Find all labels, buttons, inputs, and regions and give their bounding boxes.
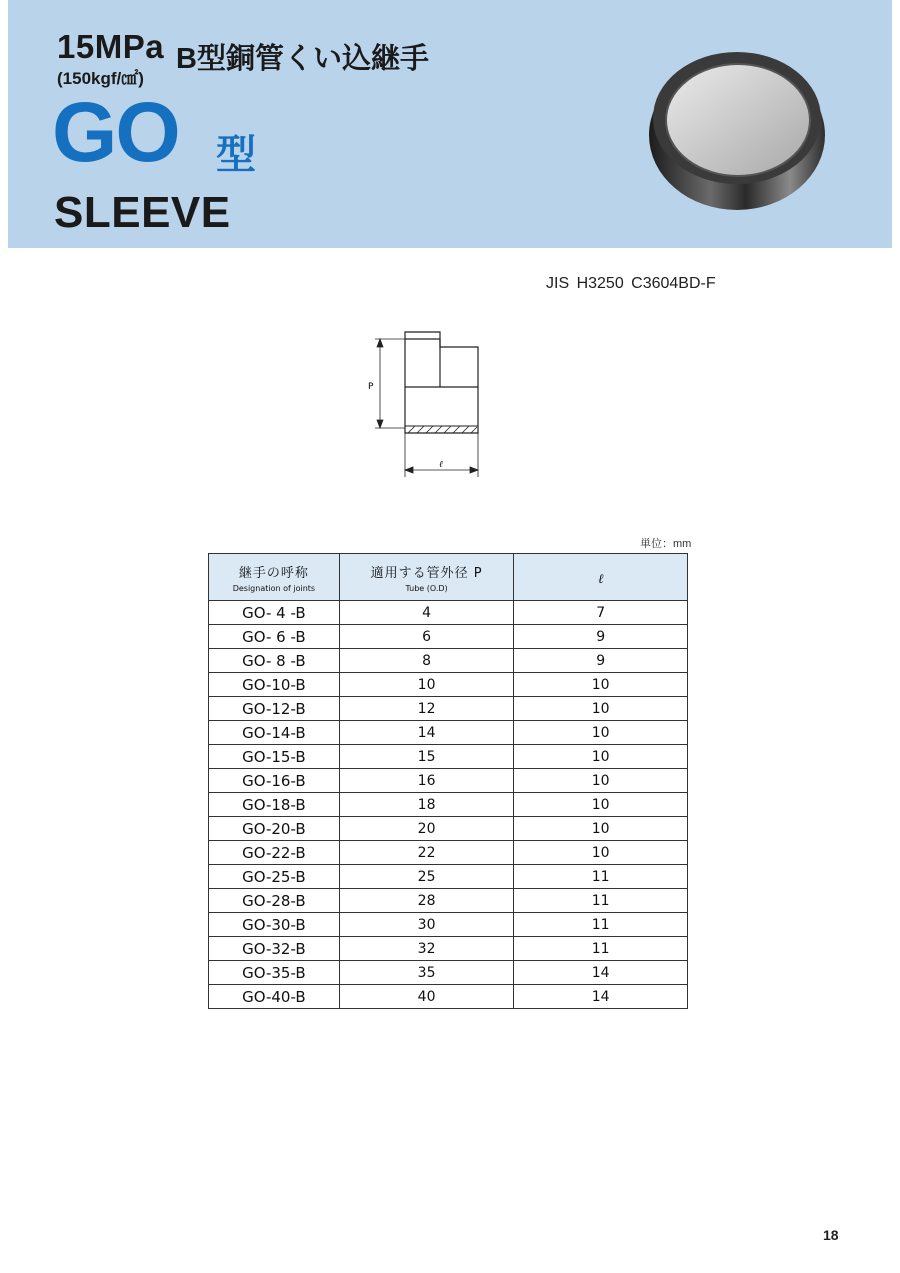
length-cell: 14	[514, 985, 688, 1009]
length-cell: 7	[514, 601, 688, 625]
joint-designation-cell: GO-25-B	[209, 865, 340, 889]
joint-designation-cell: GO-40-B	[209, 985, 340, 1009]
header-length-label: ℓ	[597, 571, 604, 587]
table-row	[209, 913, 688, 937]
model-suffix: 型	[216, 133, 256, 177]
table-row	[209, 649, 688, 673]
length-cell: 10	[514, 841, 688, 865]
joint-designation-cell: GO-18-B	[209, 793, 340, 817]
table-row	[209, 985, 688, 1009]
tube-od-cell: 40	[339, 985, 514, 1009]
tube-od-cell: 8	[339, 649, 514, 673]
joint-designation-cell: GO-32-B	[209, 937, 340, 961]
length-cell: 11	[514, 913, 688, 937]
tube-od-cell: 35	[339, 961, 514, 985]
tube-od-cell: 15	[339, 745, 514, 769]
header-tube-jp: 適用する管外径 P	[370, 565, 483, 581]
table-row	[209, 745, 688, 769]
length-cell: 10	[514, 817, 688, 841]
table-row	[209, 625, 688, 649]
table-row	[209, 697, 688, 721]
tube-od-cell: 30	[339, 913, 514, 937]
joint-designation-cell: GO-22-B	[209, 841, 340, 865]
tube-od-cell: 20	[339, 817, 514, 841]
header-designation	[209, 554, 340, 601]
header-tube-en: Tube (O.D)	[405, 583, 448, 593]
joint-designation-cell: GO-20-B	[209, 817, 340, 841]
tube-od-cell: 10	[339, 673, 514, 697]
length-cell: 10	[514, 697, 688, 721]
length-cell: 9	[514, 649, 688, 673]
model-name: GO	[52, 85, 179, 179]
header-designation-en: Designation of joints	[232, 583, 316, 593]
table-row	[209, 865, 688, 889]
dimension-p-label: P	[368, 382, 374, 392]
tube-od-cell: 14	[339, 721, 514, 745]
pressure-unit: (150kgf/㎠)	[57, 69, 144, 88]
header-length	[514, 554, 688, 601]
tube-od-cell: 28	[339, 889, 514, 913]
joint-designation-cell: GO- 4 -B	[209, 601, 340, 625]
length-cell: 9	[514, 625, 688, 649]
dimension-l-label: ℓ	[439, 460, 443, 470]
table-row	[209, 601, 688, 625]
table-row	[209, 961, 688, 985]
tube-od-cell: 22	[339, 841, 514, 865]
length-cell: 11	[514, 865, 688, 889]
tube-od-cell: 16	[339, 769, 514, 793]
pressure-rating: 15MPa	[57, 28, 165, 65]
sleeve-photo	[645, 40, 830, 215]
table-row	[209, 841, 688, 865]
tube-od-cell: 12	[339, 697, 514, 721]
page-number: 18	[823, 1227, 839, 1243]
tube-od-cell: 6	[339, 625, 514, 649]
table-body	[209, 601, 688, 1009]
joint-designation-cell: GO-35-B	[209, 961, 340, 985]
table-row	[209, 817, 688, 841]
table-row	[209, 769, 688, 793]
table-row	[209, 721, 688, 745]
length-cell: 10	[514, 745, 688, 769]
tube-od-cell: 32	[339, 937, 514, 961]
joint-designation-cell: GO-28-B	[209, 889, 340, 913]
length-cell: 10	[514, 673, 688, 697]
length-cell: 10	[514, 721, 688, 745]
table-row	[209, 937, 688, 961]
tube-od-cell: 25	[339, 865, 514, 889]
joint-designation-cell: GO-12-B	[209, 697, 340, 721]
table-header-row	[209, 554, 688, 601]
header-tube-od	[339, 554, 514, 601]
table-row	[209, 793, 688, 817]
tube-od-cell: 4	[339, 601, 514, 625]
joint-designation-cell: GO-30-B	[209, 913, 340, 937]
header-designation-jp: 継手の呼称	[238, 565, 309, 581]
joint-designation-cell: GO-16-B	[209, 769, 340, 793]
joint-designation-cell: GO-15-B	[209, 745, 340, 769]
length-cell: 11	[514, 937, 688, 961]
joint-designation-cell: GO-14-B	[209, 721, 340, 745]
table-row	[209, 889, 688, 913]
unit-note: 単位：mm	[640, 538, 692, 550]
tube-od-cell: 18	[339, 793, 514, 817]
length-cell: 10	[514, 769, 688, 793]
product-title-jp: B型銅管くい込継手	[176, 43, 429, 75]
material-standard: JIS H3250 C3604BD-F	[546, 275, 716, 292]
length-cell: 11	[514, 889, 688, 913]
specification-table	[208, 553, 688, 1009]
length-cell: 10	[514, 793, 688, 817]
table-row	[209, 673, 688, 697]
joint-designation-cell: GO- 8 -B	[209, 649, 340, 673]
sleeve-cross-section-drawing	[365, 325, 495, 485]
product-name: SLEEVE	[54, 188, 231, 237]
length-cell: 14	[514, 961, 688, 985]
joint-designation-cell: GO-10-B	[209, 673, 340, 697]
joint-designation-cell: GO- 6 -B	[209, 625, 340, 649]
